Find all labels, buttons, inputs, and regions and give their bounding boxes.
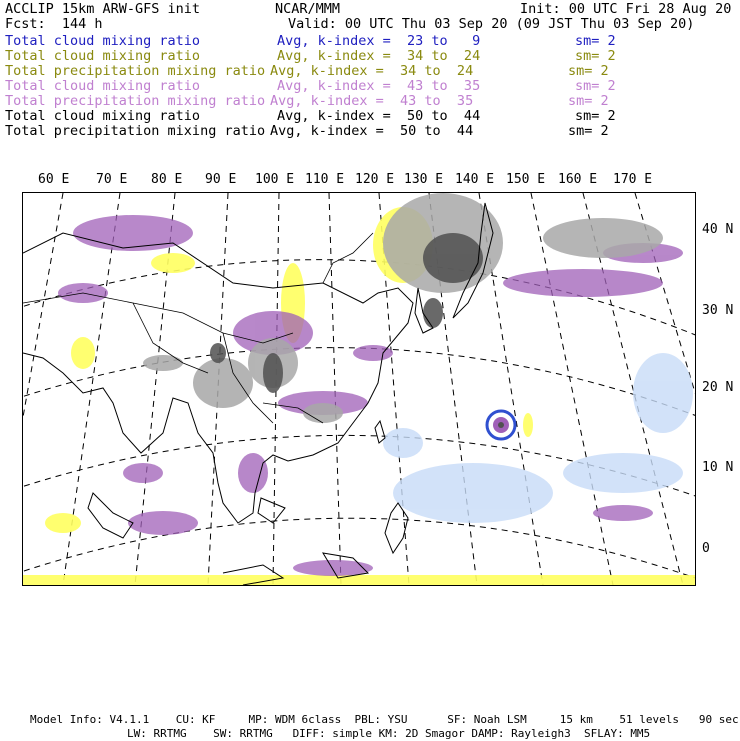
model-info-line1: Model Info: V4.1.1 CU: KF MP: WDM 6class PBL: YSU SF: Noah LSM 15 km 51 levels 90 sec [30,713,739,726]
legend-smoothing: sm= 2 [575,33,616,49]
legend-average: Avg, k-index = 43 to 35 [270,93,474,109]
lat-label: 10 N [702,460,734,475]
legend-smoothing: sm= 2 [575,108,616,124]
legend-smoothing: sm= 2 [575,48,616,64]
lat-label: 40 N [702,222,734,237]
legend-average: Avg, k-index = 34 to 24 [277,48,481,64]
lon-label: 130 E [404,172,444,187]
legend-variable: Total precipitation mixing ratio [5,93,266,109]
legend-variable: Total cloud mixing ratio [5,108,201,124]
legend-average: Avg, k-index = 43 to 35 [277,78,481,94]
legend-row [5,49,735,64]
legend-average: Avg, k-index = 50 to 44 [270,123,474,139]
legend-variable: Total cloud mixing ratio [5,78,201,94]
legend-average: Avg, k-index = 50 to 44 [277,108,481,124]
init-time: Init: 00 UTC Fri 28 Aug 20 [520,1,732,17]
legend-row [5,94,735,109]
map-svg [23,193,695,585]
legend-average: Avg, k-index = 34 to 24 [270,63,474,79]
legend-row [5,124,735,139]
valid-time: Valid: 00 UTC Thu 03 Sep 20 (09 JST Thu 03 Sep 20) [288,16,695,32]
legend-variable: Total precipitation mixing ratio [5,63,266,79]
gray-shading [143,193,663,423]
lightblue-shading [383,353,693,523]
model-info-line2: LW: RRTMG SW: RRTMG DIFF: simple KM: 2D Smagor DAMP: Rayleigh3 SFLAY: MM5 [127,727,651,740]
legend-smoothing: sm= 2 [575,78,616,94]
lon-label: 170 E [613,172,653,187]
legend-smoothing: sm= 2 [568,93,609,109]
legend-row [5,109,735,124]
lat-line [23,348,695,423]
lon-label: 70 E [96,172,128,187]
legend-variable: Total cloud mixing ratio [5,48,201,64]
legend-row [5,34,735,49]
lon-label: 60 E [38,172,70,187]
legend-row [5,64,735,79]
lat-label: 30 N [702,303,734,318]
plot-institution: NCAR/MMM [275,1,341,17]
plot-title: ACCLIP 15km ARW-GFS init [5,1,201,17]
map-panel [22,192,696,586]
legend-smoothing: sm= 2 [568,123,609,139]
legend-smoothing: sm= 2 [568,63,609,79]
legend-row [5,79,735,94]
lat-label: 0 [702,541,710,556]
lon-label: 110 E [305,172,345,187]
legend-average: Avg, k-index = 23 to 9 [277,33,481,49]
purple-shading [58,215,683,576]
legend-variable: Total precipitation mixing ratio [5,123,266,139]
lon-label: 90 E [205,172,237,187]
typhoon-feature [487,411,515,439]
lat-label: 20 N [702,380,734,395]
lon-label: 160 E [558,172,598,187]
legend-variable: Total cloud mixing ratio [5,33,201,49]
forecast-hour: Fcst: 144 h [5,16,103,32]
lon-label: 140 E [455,172,495,187]
lon-label: 100 E [255,172,295,187]
lon-label: 120 E [355,172,395,187]
lon-label: 80 E [151,172,183,187]
lon-label: 150 E [506,172,546,187]
